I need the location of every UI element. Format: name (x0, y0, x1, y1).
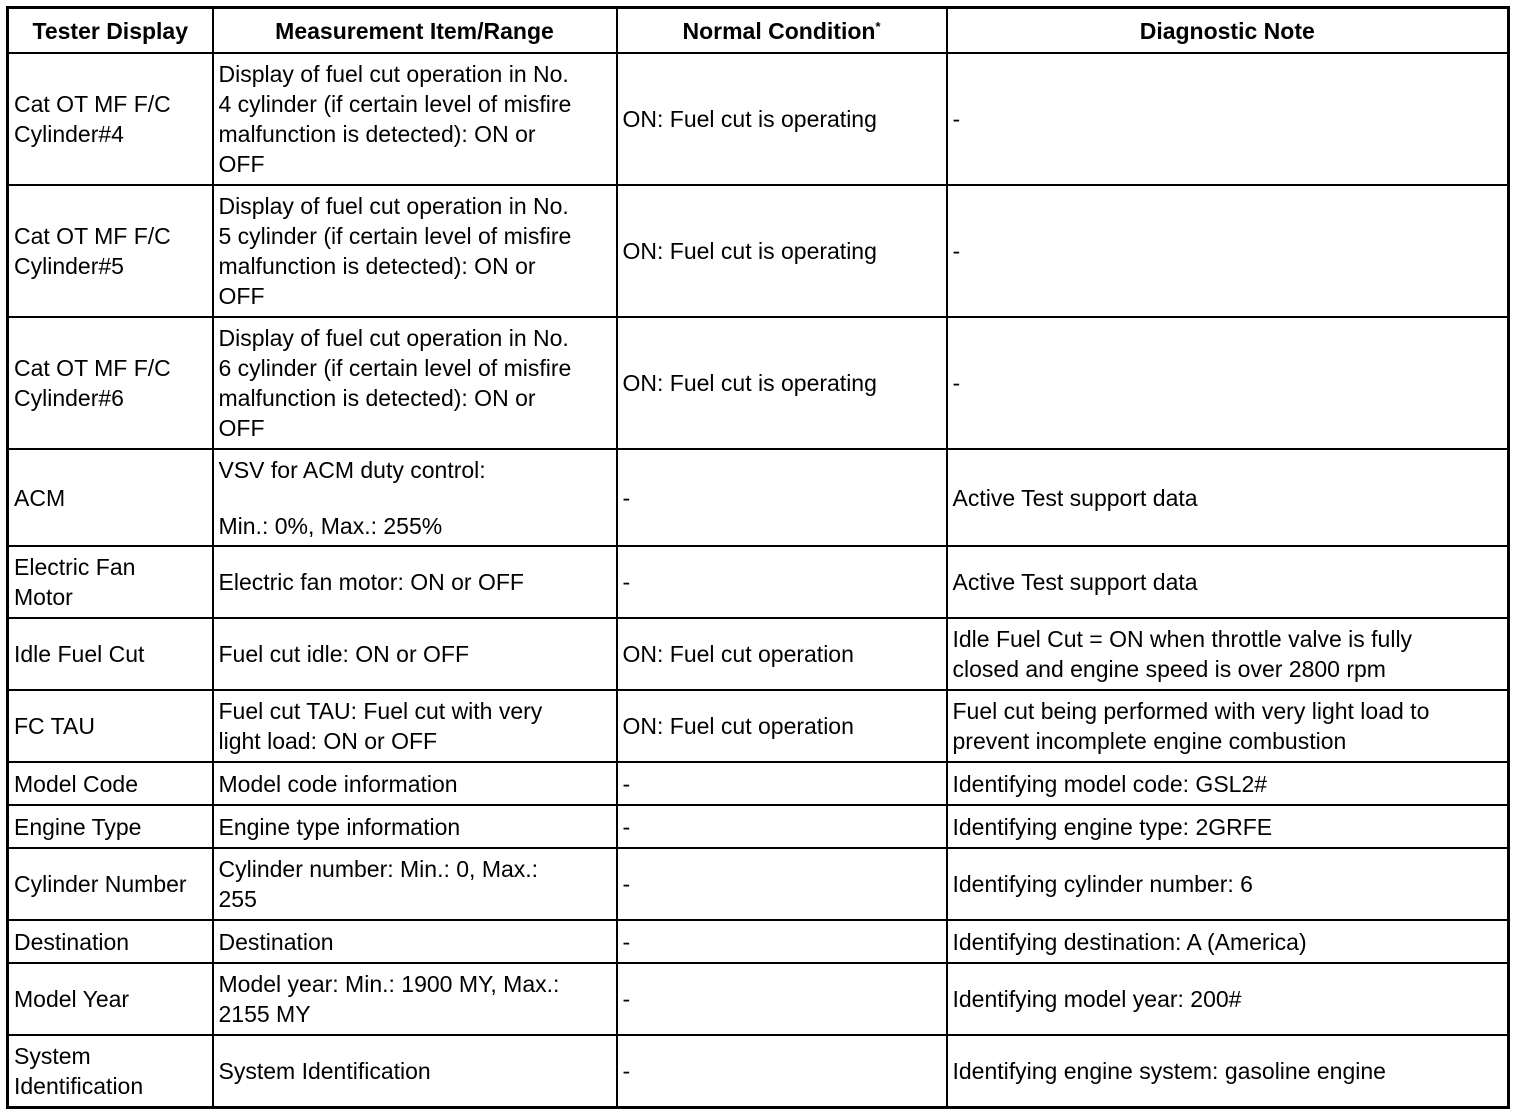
cell-text: OFF (218, 283, 265, 309)
header-tester-display: Tester Display (8, 8, 213, 54)
cell-text: Identifying engine system: gasoline engine (952, 1057, 1386, 1084)
header-normal-footnote-mark: * (875, 18, 881, 34)
cell-tester-display (8, 1035, 213, 1107)
cell-normal-condition: - (617, 805, 947, 848)
cell-diagnostic-note (947, 185, 1509, 317)
cell-text: VSV for ACM duty control: (218, 456, 486, 483)
cell-text: Display of fuel cut operation in No. (218, 325, 569, 351)
cell-text: Model year: Min.: 1900 MY, Max.: (218, 971, 560, 997)
table-row (8, 317, 1509, 449)
cell-diagnostic-note (947, 53, 1509, 185)
cell-text: Identifying destination: A (America) (952, 928, 1307, 955)
table-row (8, 920, 1509, 963)
cell-normal-condition: - (617, 920, 947, 963)
cell-text: Cat OT MF F/C (14, 91, 171, 117)
cell-normal-condition: ON: Fuel cut operation (617, 690, 947, 762)
cell-measurement (213, 317, 617, 449)
cell-normal-condition: - (617, 963, 947, 1035)
cell-text: Engine type information (218, 813, 461, 840)
cell-tester-display (8, 449, 213, 546)
cell-measurement (213, 805, 617, 848)
cell-measurement (213, 1035, 617, 1107)
cell-text: Cylinder#4 (14, 121, 124, 147)
cell-text: FC TAU (14, 713, 95, 739)
cell-text: Fuel cut being performed with very light load to (952, 698, 1430, 724)
cell-diagnostic-note (947, 317, 1509, 449)
cell-tester-display (8, 805, 213, 848)
cell-text: Cylinder Number (14, 871, 187, 897)
cell-text: Electric Fan (14, 554, 136, 580)
cell-text: Active Test support data (952, 484, 1198, 511)
cell-text: Cylinder#5 (14, 253, 124, 279)
cell-normal-condition: ON: Fuel cut operation (617, 618, 947, 690)
cell-text: Fuel cut TAU: Fuel cut with very (218, 698, 543, 724)
table-row (8, 805, 1509, 848)
cell-text: prevent incomplete engine combustion (952, 728, 1347, 754)
table-row (8, 618, 1509, 690)
cell-tester-display (8, 546, 213, 618)
cell-text: Model code information (218, 770, 458, 797)
cell-text: OFF (218, 415, 265, 441)
table-row (8, 963, 1509, 1035)
cell-diagnostic-note (947, 546, 1509, 618)
table-row (8, 690, 1509, 762)
cell-measurement (213, 618, 617, 690)
cell-diagnostic-note (947, 618, 1509, 690)
cell-text: Fuel cut idle: ON or OFF (218, 641, 470, 667)
cell-diagnostic-note (947, 963, 1509, 1035)
cell-measurement (213, 53, 617, 185)
cell-text: OFF (218, 151, 265, 177)
cell-diagnostic-note (947, 848, 1509, 920)
cell-text: Destination (14, 928, 130, 955)
cell-text: ACM (14, 484, 66, 511)
header-normal-condition (617, 8, 947, 54)
cell-text: - (952, 106, 961, 132)
cell-measurement (213, 762, 617, 805)
cell-measurement (213, 963, 617, 1035)
table-row (8, 185, 1509, 317)
cell-measurement (213, 848, 617, 920)
cell-normal-condition: - (617, 848, 947, 920)
cell-text: malfunction is detected): ON or (218, 385, 536, 411)
cell-tester-display (8, 762, 213, 805)
cell-text: Cylinder#6 (14, 385, 124, 411)
cell-text: System Identification (218, 1057, 431, 1084)
cell-measurement (213, 546, 617, 618)
cell-text: - (952, 370, 961, 396)
cell-text: Idle Fuel Cut = ON when throttle valve is fully (952, 626, 1413, 652)
header-normal-label: Normal Condition (682, 17, 876, 44)
cell-text: 4 cylinder (if certain level of misfire (218, 91, 572, 117)
cell-text: closed and engine speed is over 2800 rpm (952, 656, 1386, 682)
cell-tester-display (8, 317, 213, 449)
table-row (8, 1035, 1509, 1107)
cell-text: malfunction is detected): ON or (218, 253, 536, 279)
data-list-table (6, 6, 1510, 1109)
cell-measurement (213, 920, 617, 963)
cell-normal-condition: - (617, 449, 947, 546)
header-row (8, 8, 1509, 54)
cell-text: Identifying engine type: 2GRFE (952, 813, 1273, 840)
cell-diagnostic-note (947, 449, 1509, 546)
cell-diagnostic-note (947, 690, 1509, 762)
cell-text: Min.: 0%, Max.: 255% (218, 512, 443, 539)
cell-text: Electric fan motor: ON or OFF (218, 569, 524, 595)
header-diagnostic-note: Diagnostic Note (947, 8, 1509, 54)
cell-tester-display (8, 53, 213, 185)
cell-text: Motor (14, 584, 73, 610)
cell-text: Identification (14, 1072, 144, 1099)
cell-measurement (213, 690, 617, 762)
cell-text: Identifying model code: GSL2# (952, 770, 1268, 797)
cell-text: 255 (218, 886, 257, 912)
header-measurement: Measurement Item/Range (213, 8, 617, 54)
cell-diagnostic-note (947, 805, 1509, 848)
cell-normal-condition: ON: Fuel cut is operating (617, 53, 947, 185)
cell-diagnostic-note (947, 762, 1509, 805)
cell-tester-display (8, 963, 213, 1035)
cell-text: Destination (218, 928, 334, 955)
cell-measurement (213, 449, 617, 546)
table-row (8, 762, 1509, 805)
cell-text: Cat OT MF F/C (14, 223, 171, 249)
cell-text: Identifying cylinder number: 6 (952, 871, 1253, 897)
cell-text: Model Code (14, 770, 139, 797)
cell-normal-condition: ON: Fuel cut is operating (617, 317, 947, 449)
cell-tester-display (8, 848, 213, 920)
cell-measurement (213, 185, 617, 317)
cell-tester-display (8, 618, 213, 690)
cell-tester-display (8, 185, 213, 317)
table-row (8, 449, 1509, 546)
table-row (8, 848, 1509, 920)
cell-normal-condition: - (617, 1035, 947, 1107)
cell-text: Cylinder number: Min.: 0, Max.: (218, 856, 539, 882)
table-row (8, 53, 1509, 185)
cell-normal-condition: - (617, 546, 947, 618)
cell-text: Cat OT MF F/C (14, 355, 171, 381)
cell-normal-condition: ON: Fuel cut is operating (617, 185, 947, 317)
cell-text: Idle Fuel Cut (14, 641, 145, 667)
cell-text: System (14, 1042, 91, 1069)
cell-text: Active Test support data (952, 569, 1198, 595)
cell-text: malfunction is detected): ON or (218, 121, 536, 147)
cell-text: Identifying model year: 200# (952, 986, 1242, 1012)
cell-text: Display of fuel cut operation in No. (218, 61, 569, 87)
cell-text: Display of fuel cut operation in No. (218, 193, 569, 219)
cell-tester-display (8, 690, 213, 762)
cell-text: Model Year (14, 986, 130, 1012)
cell-spacer (219, 485, 611, 511)
cell-normal-condition: - (617, 762, 947, 805)
cell-text: 2155 MY (218, 1001, 311, 1027)
cell-tester-display (8, 920, 213, 963)
cell-text: 6 cylinder (if certain level of misfire (218, 355, 572, 381)
cell-text: 5 cylinder (if certain level of misfire (218, 223, 572, 249)
cell-text: - (952, 238, 961, 264)
cell-text: Engine Type (14, 813, 142, 840)
cell-text: light load: ON or OFF (218, 728, 438, 754)
cell-diagnostic-note (947, 1035, 1509, 1107)
cell-diagnostic-note (947, 920, 1509, 963)
table-row (8, 546, 1509, 618)
